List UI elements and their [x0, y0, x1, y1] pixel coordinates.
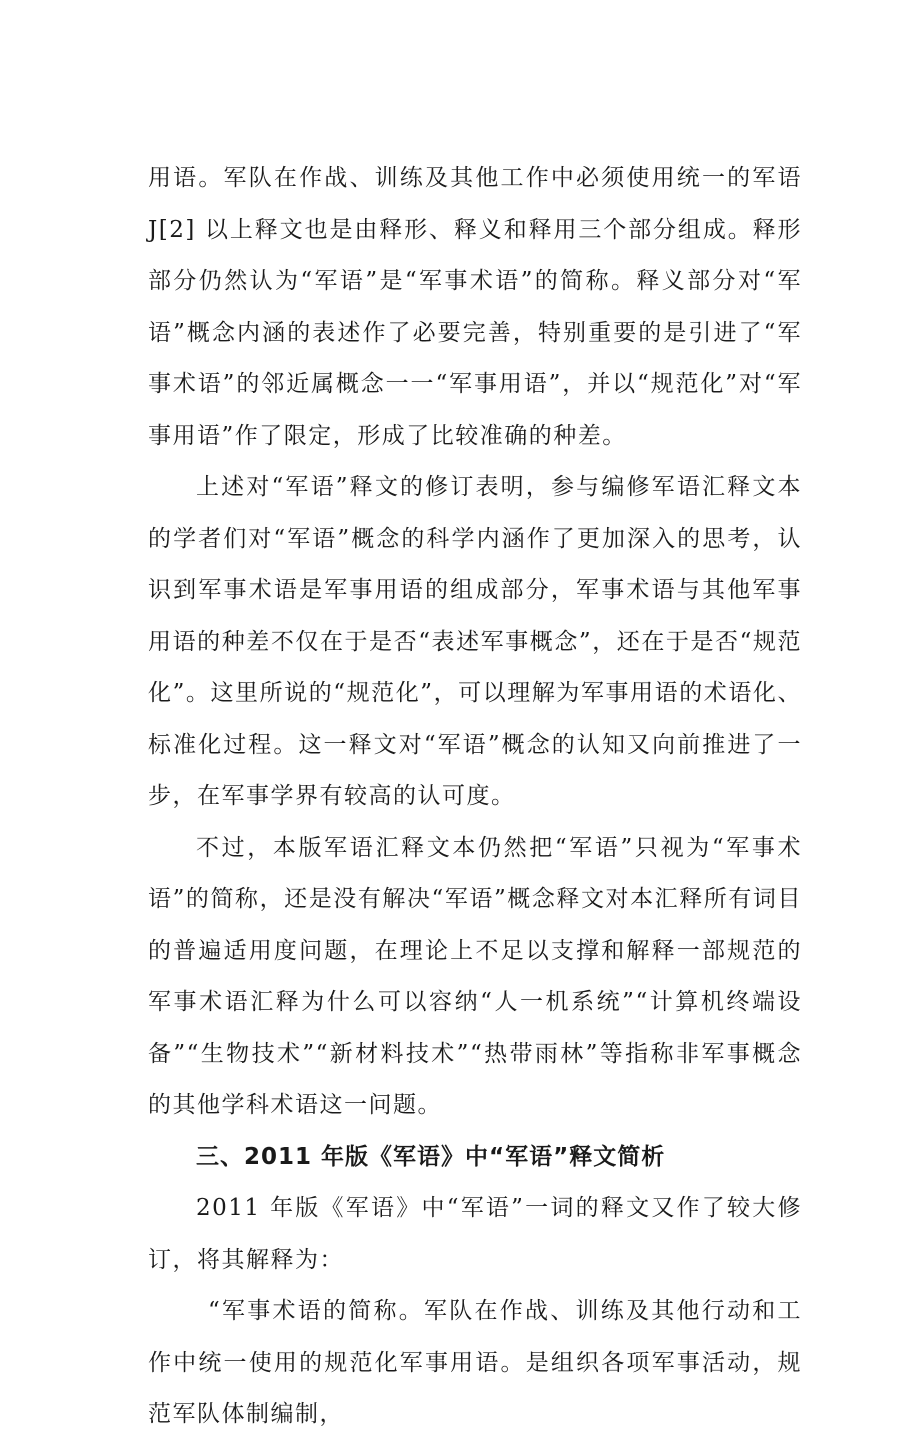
paragraph-3: 不过，本版军语汇释文本仍然把“军语”只视为“军事术语”的简称，还是没有解决“军语”概念释文对本汇释所有词目的普遍适用度问题，在理论上不足以支撑和解释一部规范的军事术语汇释为什么可以容纳“人一机系统”“计算机终端设备”“生物技术”“新材料技术”“热带雨林”等指称非军事概念的其他学科术语这一问题。	[148, 834, 802, 1118]
paragraph-4: 2011 年版《军语》中“军语”一词的释文又作了较大修订，将其解释为：	[148, 1195, 802, 1273]
document-body	[148, 153, 802, 1441]
section-heading: 三、2011 年版《军语》中“军语”释文简析	[196, 1143, 666, 1170]
paragraph-2: 上述对“军语”释文的修订表明，参与编修军语汇释文本的学者们对“军语”概念的科学内涵作了更加深入的思考，认识到军事术语是军事用语的组成部分，军事术语与其他军事用语的种差不仅在于是否“表述军事概念”，还在于是否“规范化”。这里所说的“规范化”，可以理解为军事用语的术语化、标准化过程。这一释文对“军语”概念的认知又向前推进了一步，在军事学界有较高的认可度。	[148, 474, 802, 809]
paragraph-1: 用语。军队在作战、训练及其他工作中必须使用统一的军语 J[2] 以上释文也是由释形、释义和释用三个部分组成。释形部分仍然认为“军语”是“军事术语”的简称。释义部分对“军语”概念内涵的表述作了必要完善，特别重要的是引进了“军事术语”的邻近属概念一一“军事用语”，并以“规范化”对“军事用语”作了限定，形成了比较准确的种差。	[148, 165, 802, 449]
quoted-definition: “军事术语的简称。军队在作战、训练及其他行动和工作中统一使用的规范化军事用语。是组织各项军事活动，规范军队体制编制，	[148, 1298, 802, 1427]
